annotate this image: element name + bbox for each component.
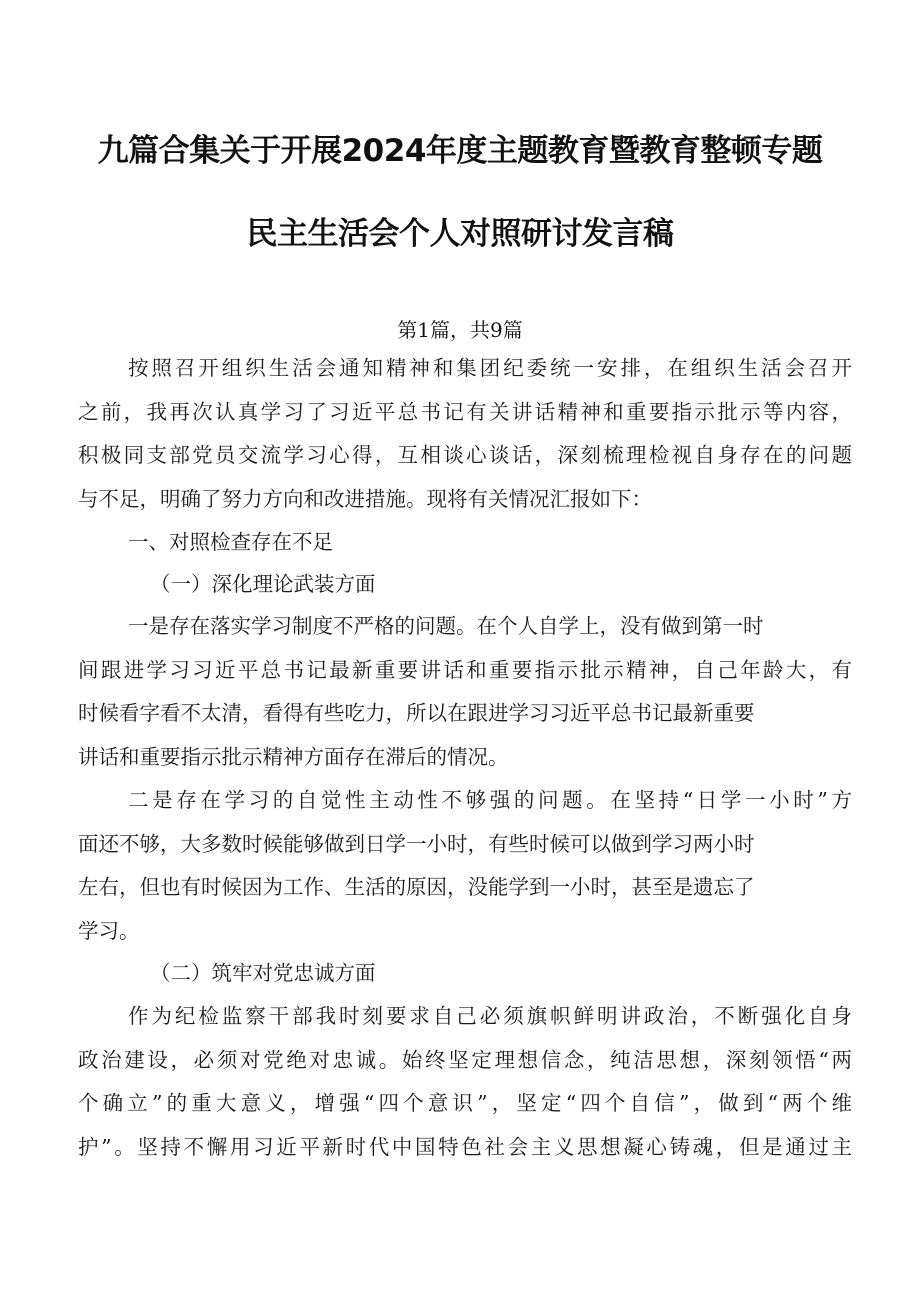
- document-title-line-2: 民主生活会个人对照研讨发言稿: [246, 216, 674, 252]
- paragraph-line: 一是存在落实学习制度不严格的问题。在个人自学上，没有做到第一时: [128, 614, 764, 638]
- paragraph-line: 学习。: [78, 919, 140, 943]
- paragraph-intro-line: 与不足，明确了努力方向和改进措施。现将有关情况汇报如下：: [78, 487, 652, 511]
- paragraph-line: 讲话和重要指示批示精神方面存在滞后的情况。: [78, 745, 509, 769]
- paragraph-line: 间跟进学习习近平总书记最新重要讲话和重要指示批示精神，自己年龄大，有: [78, 658, 852, 682]
- paragraph-line: 面还不够，大多数时候能够做到日学一小时，有些时候可以做到学习两小时: [78, 832, 755, 856]
- paragraph-line: 左右，但也有时候因为工作、生活的原因，没能学到一小时，甚至是遗忘了: [78, 875, 755, 899]
- paragraph-intro-line: 积极同支部党员交流学习心得，互相谈心谈话，深刻梳理检视自身存在的问题: [78, 443, 852, 467]
- paragraph-intro-line: 按照召开组织生活会通知精神和集团纪委统一安排，在组织生活会召开: [128, 356, 852, 380]
- paragraph-line: 二是存在学习的自觉性主动性不够强的问题。在坚持“日学一小时”方: [128, 788, 852, 812]
- paragraph-line: 政治建设，必须对党绝对忠诚。始终坚定理想信念，纯洁思想，深刻领悟“两: [78, 1048, 852, 1072]
- heading-level-1: 一、对照检查存在不足: [128, 530, 333, 554]
- document-title-line-1: 九篇合集关于开展2024年度主题教育暨教育整顿专题: [97, 133, 823, 169]
- paragraph-intro-line: 之前，我再次认真学习了习近平总书记有关讲话精神和重要指示批示等内容，: [78, 400, 852, 424]
- paragraph-line: 作为纪检监察干部我时刻要求自己必须旗帜鲜明讲政治，不断强化自身: [128, 1004, 852, 1028]
- paragraph-line: 护”。坚持不懈用习近平新时代中国特色社会主义思想凝心铸魂，但是通过主: [78, 1135, 852, 1159]
- section-counter: 第1篇，共9篇: [397, 318, 523, 342]
- heading-level-2: （一）深化理论武装方面: [150, 572, 376, 596]
- paragraph-line: 时候看字看不太清，看得有些吃力，所以在跟进学习习近平总书记最新重要: [78, 701, 755, 725]
- heading-level-2: （二）筑牢对党忠诚方面: [150, 961, 376, 985]
- paragraph-line: 个确立”的重大意义，增强“四个意识”，坚定“四个自信”，做到“两个维: [78, 1091, 852, 1115]
